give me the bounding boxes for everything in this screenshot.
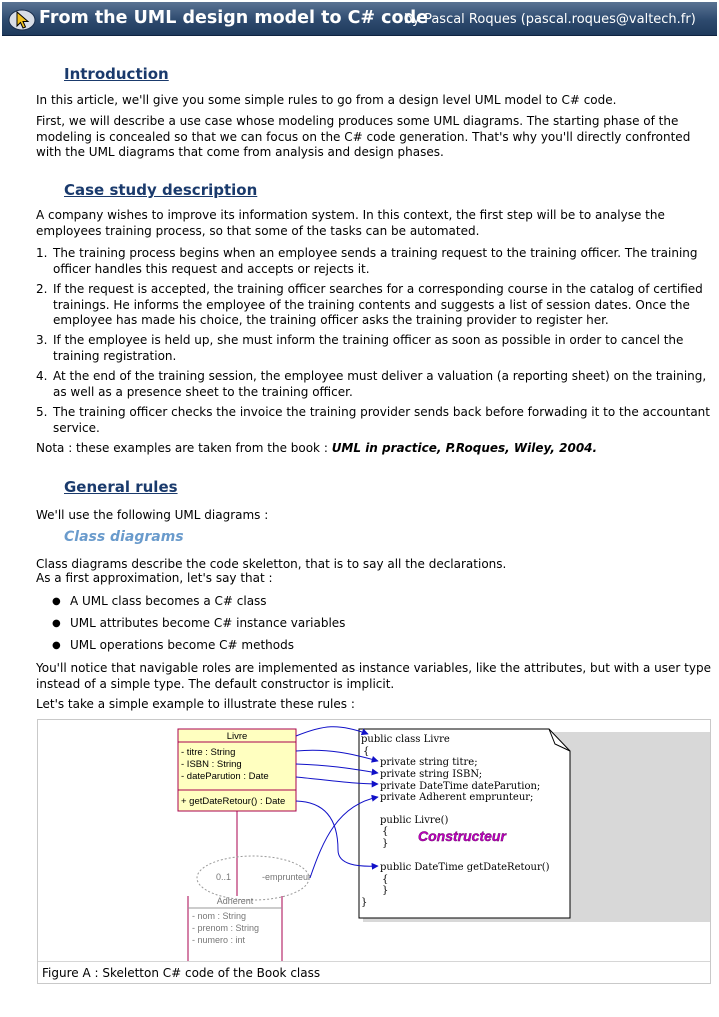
heading-general-rules: General rules	[64, 478, 178, 496]
code-line: private string ISBN;	[380, 769, 483, 780]
uml-attribute: - numero : int	[192, 935, 246, 945]
code-line: {	[382, 874, 389, 885]
code-line: {	[363, 746, 370, 757]
constructor-label: Constructeur	[418, 828, 506, 844]
list-item-number: 1.	[36, 246, 48, 260]
code-line: }	[382, 885, 389, 896]
code-line: }	[382, 838, 389, 849]
heading-case-study: Case study description	[64, 181, 258, 199]
heading-introduction: Introduction	[64, 65, 169, 83]
code-line: private Adherent emprunteur;	[380, 792, 534, 803]
list-item-number: 5.	[36, 405, 48, 419]
list-item-number: 4.	[36, 369, 48, 383]
intro-paragraph-1: In this article, we'll give you some simple rules to go from a design level UML model to C# code.	[36, 93, 617, 107]
association-role: -emprunteur	[262, 872, 312, 882]
intro-paragraph-2: First, we will describe a use case whose modeling produces some UML diagrams. The starting phase of the modeling is concealed so that we can focus on the C# code generation. That's why you'll directly confronted with the UML diagrams that come from analysis and design phases.	[36, 114, 691, 159]
bullet-icon: ●	[52, 640, 61, 651]
code-line: public class Livre	[361, 734, 450, 745]
class-diagrams-paragraph-2: As a first approximation, let's say that :	[36, 571, 273, 585]
code-box	[359, 729, 570, 918]
figure-caption: Figure A : Skeletton C# code of the Book class	[38, 961, 710, 983]
nota-line	[36, 441, 716, 457]
uml-operation: + getDateRetour() : Date	[181, 796, 286, 807]
code-line: public DateTime getDateRetour()	[380, 862, 550, 873]
bullet-text: UML attributes become C# instance variables	[70, 616, 346, 630]
class-diagrams-paragraph-1: Class diagrams describe the code skeletton, that is to say all the declarations.	[36, 557, 507, 571]
page-banner	[2, 2, 717, 36]
list-item-text: If the request is accepted, the training officer searches for a corresponding course in the catalog of certified trainings. He informs the employee of the training contents and suggests a list of session dates. Once the employee has made his choice, the training officer asks the training provider to register her.	[53, 282, 703, 327]
list-item-number: 2.	[36, 282, 48, 296]
navigable-roles-paragraph: You'll notice that navigable roles are implemented as instance variables, like the attributes, but with a user type instead of a simple type. The default constructor is implicit.	[36, 661, 711, 691]
bullet-text: UML operations become C# methods	[70, 638, 294, 652]
list-item-text: The training process begins when an employee sends a training request to the training officer. The training officer handles this request and accepts or rejects it.	[53, 246, 698, 276]
code-line: {	[382, 826, 389, 837]
list-item-text: If the employee is held up, she must inform the training officer as soon as possible in order to cancel the training registration.	[53, 333, 684, 363]
case-study-intro: A company wishes to improve its information system. In this context, the first step will be to analyse the employees training process, so that some of the tasks can be automated.	[36, 208, 665, 238]
uml-attribute: - dateParution : Date	[181, 771, 269, 782]
list-item-text: At the end of the training session, the employee must deliver a valuation (a reporting sheet) on the training, as well as a presence sheet to the training officer.	[53, 369, 707, 399]
figure-a	[37, 719, 711, 984]
uml-class-name: Adherent	[216, 896, 254, 906]
book-reference: UML in practice, P.Roques, Wiley, 2004.	[331, 441, 598, 455]
bullet-icon: ●	[52, 618, 61, 629]
uml-to-code-diagram	[38, 720, 710, 962]
nota-prefix: Nota : these examples are taken from the book :	[36, 441, 332, 455]
example-intro: Let's take a simple example to illustrate these rules :	[36, 697, 355, 711]
code-line: private DateTime dateParution;	[380, 781, 541, 792]
page-title: From the UML design model to C# code	[39, 8, 428, 28]
uml-attribute: - nom : String	[192, 911, 247, 921]
uml-attribute: - titre : String	[181, 747, 236, 758]
association-multiplicity: 0..1	[216, 872, 232, 882]
uml-class-livre	[178, 729, 296, 811]
bullet-icon: ●	[52, 596, 61, 607]
uml-attribute: - prenom : String	[192, 923, 260, 933]
code-line: public Livre()	[380, 815, 449, 826]
cursor-arrow-icon	[8, 7, 36, 31]
code-line: }	[361, 897, 368, 908]
uml-attribute: - ISBN : String	[181, 759, 242, 770]
list-item-number: 3.	[36, 333, 48, 347]
heading-class-diagrams: Class diagrams	[64, 529, 184, 545]
author-byline: by Pascal Roques (pascal.roques@valtech.fr)	[404, 12, 696, 27]
list-item-text: The training officer checks the invoice the training provider sends back before forwading it to the accountant service.	[53, 405, 710, 435]
general-rules-intro: We'll use the following UML diagrams :	[36, 508, 269, 522]
uml-class-name: Livre	[226, 731, 248, 742]
arrow-class	[296, 727, 368, 736]
code-line: private string titre;	[380, 757, 478, 768]
uml-class-adherent	[188, 856, 311, 962]
bullet-text: A UML class becomes a C# class	[70, 594, 267, 608]
